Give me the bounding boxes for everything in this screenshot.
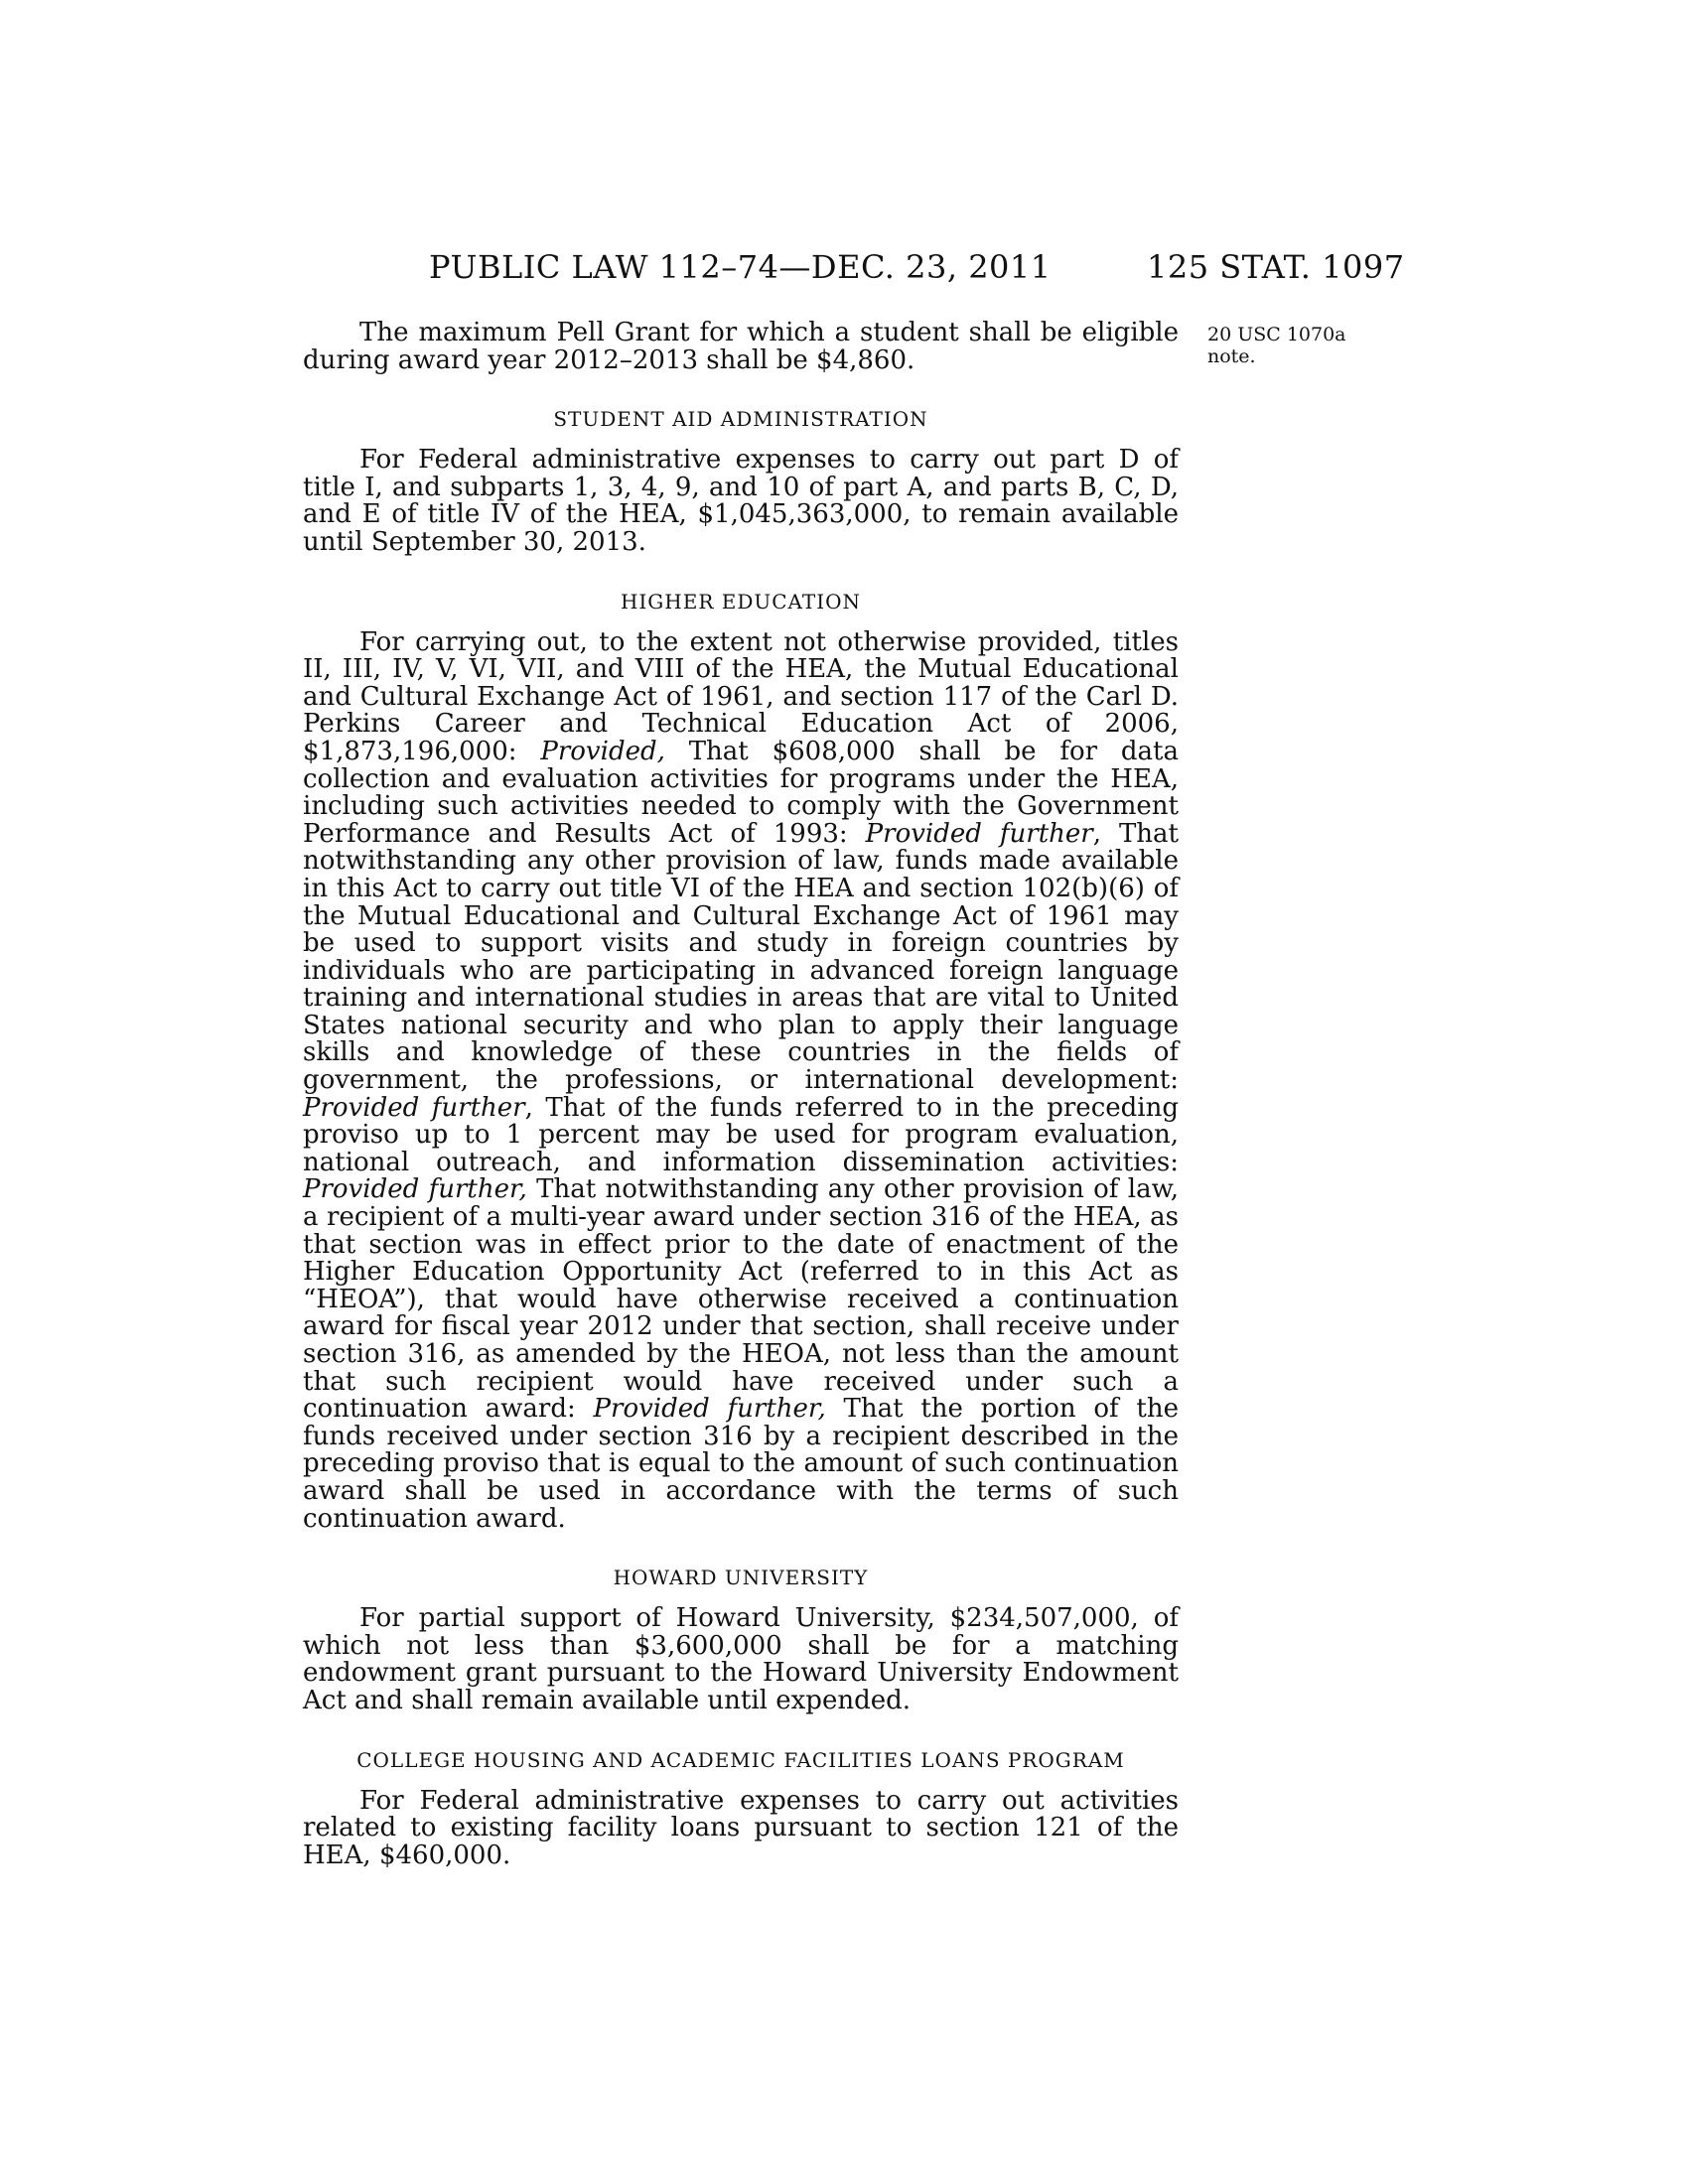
proviso-italic: Provided further bbox=[865, 818, 1093, 849]
proviso-italic: Provided, bbox=[540, 736, 665, 766]
text-segment: , That of the funds referred to in the preceding proviso up to 1 percent may be used for program evaluation, national outreach, and information dissemination activities: bbox=[303, 1092, 1179, 1177]
text-segment: For carrying out, to the extent not otherwise provided, titles II, III, IV, V, VI, VII, and VIII of the HEA, the Mutual Educational and Cultural Exchange Act of 1961, and section 117 of the Carl D. Perkins Career and Technical Education Act of 2006, $1,873,196,000: bbox=[303, 626, 1179, 766]
howard-university-paragraph: For partial support of Howard University, $234,507,000, of which not less than $3,600,000 shall be for a matching endowment grant pursuant to the Howard University Endowment Act and shall remain available until expended. bbox=[303, 1603, 1179, 1715]
text-segment: That the portion of the funds received under section 316 by a recipient described in the preceding proviso that is equal to the amount of such continuation award shall be used in accordance with the terms of such continuation award. bbox=[303, 1394, 1179, 1534]
pell-grant-paragraph: The maximum Pell Grant for which a student shall be eligible during award year 2012–2013 shall be $4,860. bbox=[303, 318, 1179, 375]
margin-citation bbox=[1207, 324, 1366, 367]
proviso-italic: Provided further, bbox=[593, 1394, 826, 1425]
proviso-italic: Provided further bbox=[303, 1092, 525, 1123]
section-heading-higher-education: HIGHER EDUCATION bbox=[620, 589, 862, 614]
higher-education-paragraph bbox=[303, 626, 1180, 1534]
text-segment: That notwithstanding any other provision of law, a recipient of a multi-year award under section 316 of the HEA, as that section was in effect prior to the date of enactment of the Higher Education Opportunity Act (referred to in this Act as “HEOA”), that would have otherwise received a continuation award for fiscal year 2012 under that section, shall receive under section 316, as amended by the HEOA, not less than the amount that such recipient would have received under such a continuation award: bbox=[303, 1174, 1180, 1425]
section-heading-howard-university: HOWARD UNIVERSITY bbox=[613, 1566, 869, 1590]
text-segment: , That notwithstanding any other provision of law, funds made available in this Act to carry out title VI of the HEA and section 102(b)(6) of the Mutual Educational and Cultural Exchange Act of 1961 may be used to support visits and study in foreign countries by individuals who are participating in advanced foreign language training and international studies in areas that are vital to United States national security and who plan to apply their language skills and knowledge of these countries in the fields of government, the professions, or international development: bbox=[303, 818, 1179, 1096]
margin-citation-line: 20 USC 1070a bbox=[1207, 324, 1346, 345]
student-aid-paragraph: For Federal administrative expenses to carry out part D of title I, and subparts 1, 3, 4, 9, and 10 of part A, and parts B, C, D, and E of title IV of the HEA, $1,045,363,000, to remain available until September 30, 2013. bbox=[303, 445, 1179, 557]
proviso-italic: Provided further, bbox=[303, 1174, 527, 1205]
public-law-title: PUBLIC LAW 112–74—DEC. 23, 2011 bbox=[429, 248, 1052, 286]
section-heading-college-housing: COLLEGE HOUSING AND ACADEMIC FACILITIES LOANS PROGRAM bbox=[356, 1747, 1125, 1772]
college-housing-paragraph: For Federal administrative expenses to carry out activities related to existing facility loans pursuant to section 121 of the HEA, $460,000. bbox=[303, 1785, 1179, 1870]
section-heading-student-aid: STUDENT AID ADMINISTRATION bbox=[553, 407, 928, 432]
statute-page-number: 125 STAT. 1097 bbox=[1147, 248, 1405, 286]
document-body bbox=[303, 320, 1179, 1869]
margin-citation-line: note. bbox=[1207, 345, 1256, 367]
text-segment: That $608,000 shall be for data collection and evaluation activities for programs under the HEA, including such activities needed to comply with the Government Performance and Results Act of 1993: bbox=[303, 736, 1180, 849]
page-header bbox=[0, 248, 1688, 298]
